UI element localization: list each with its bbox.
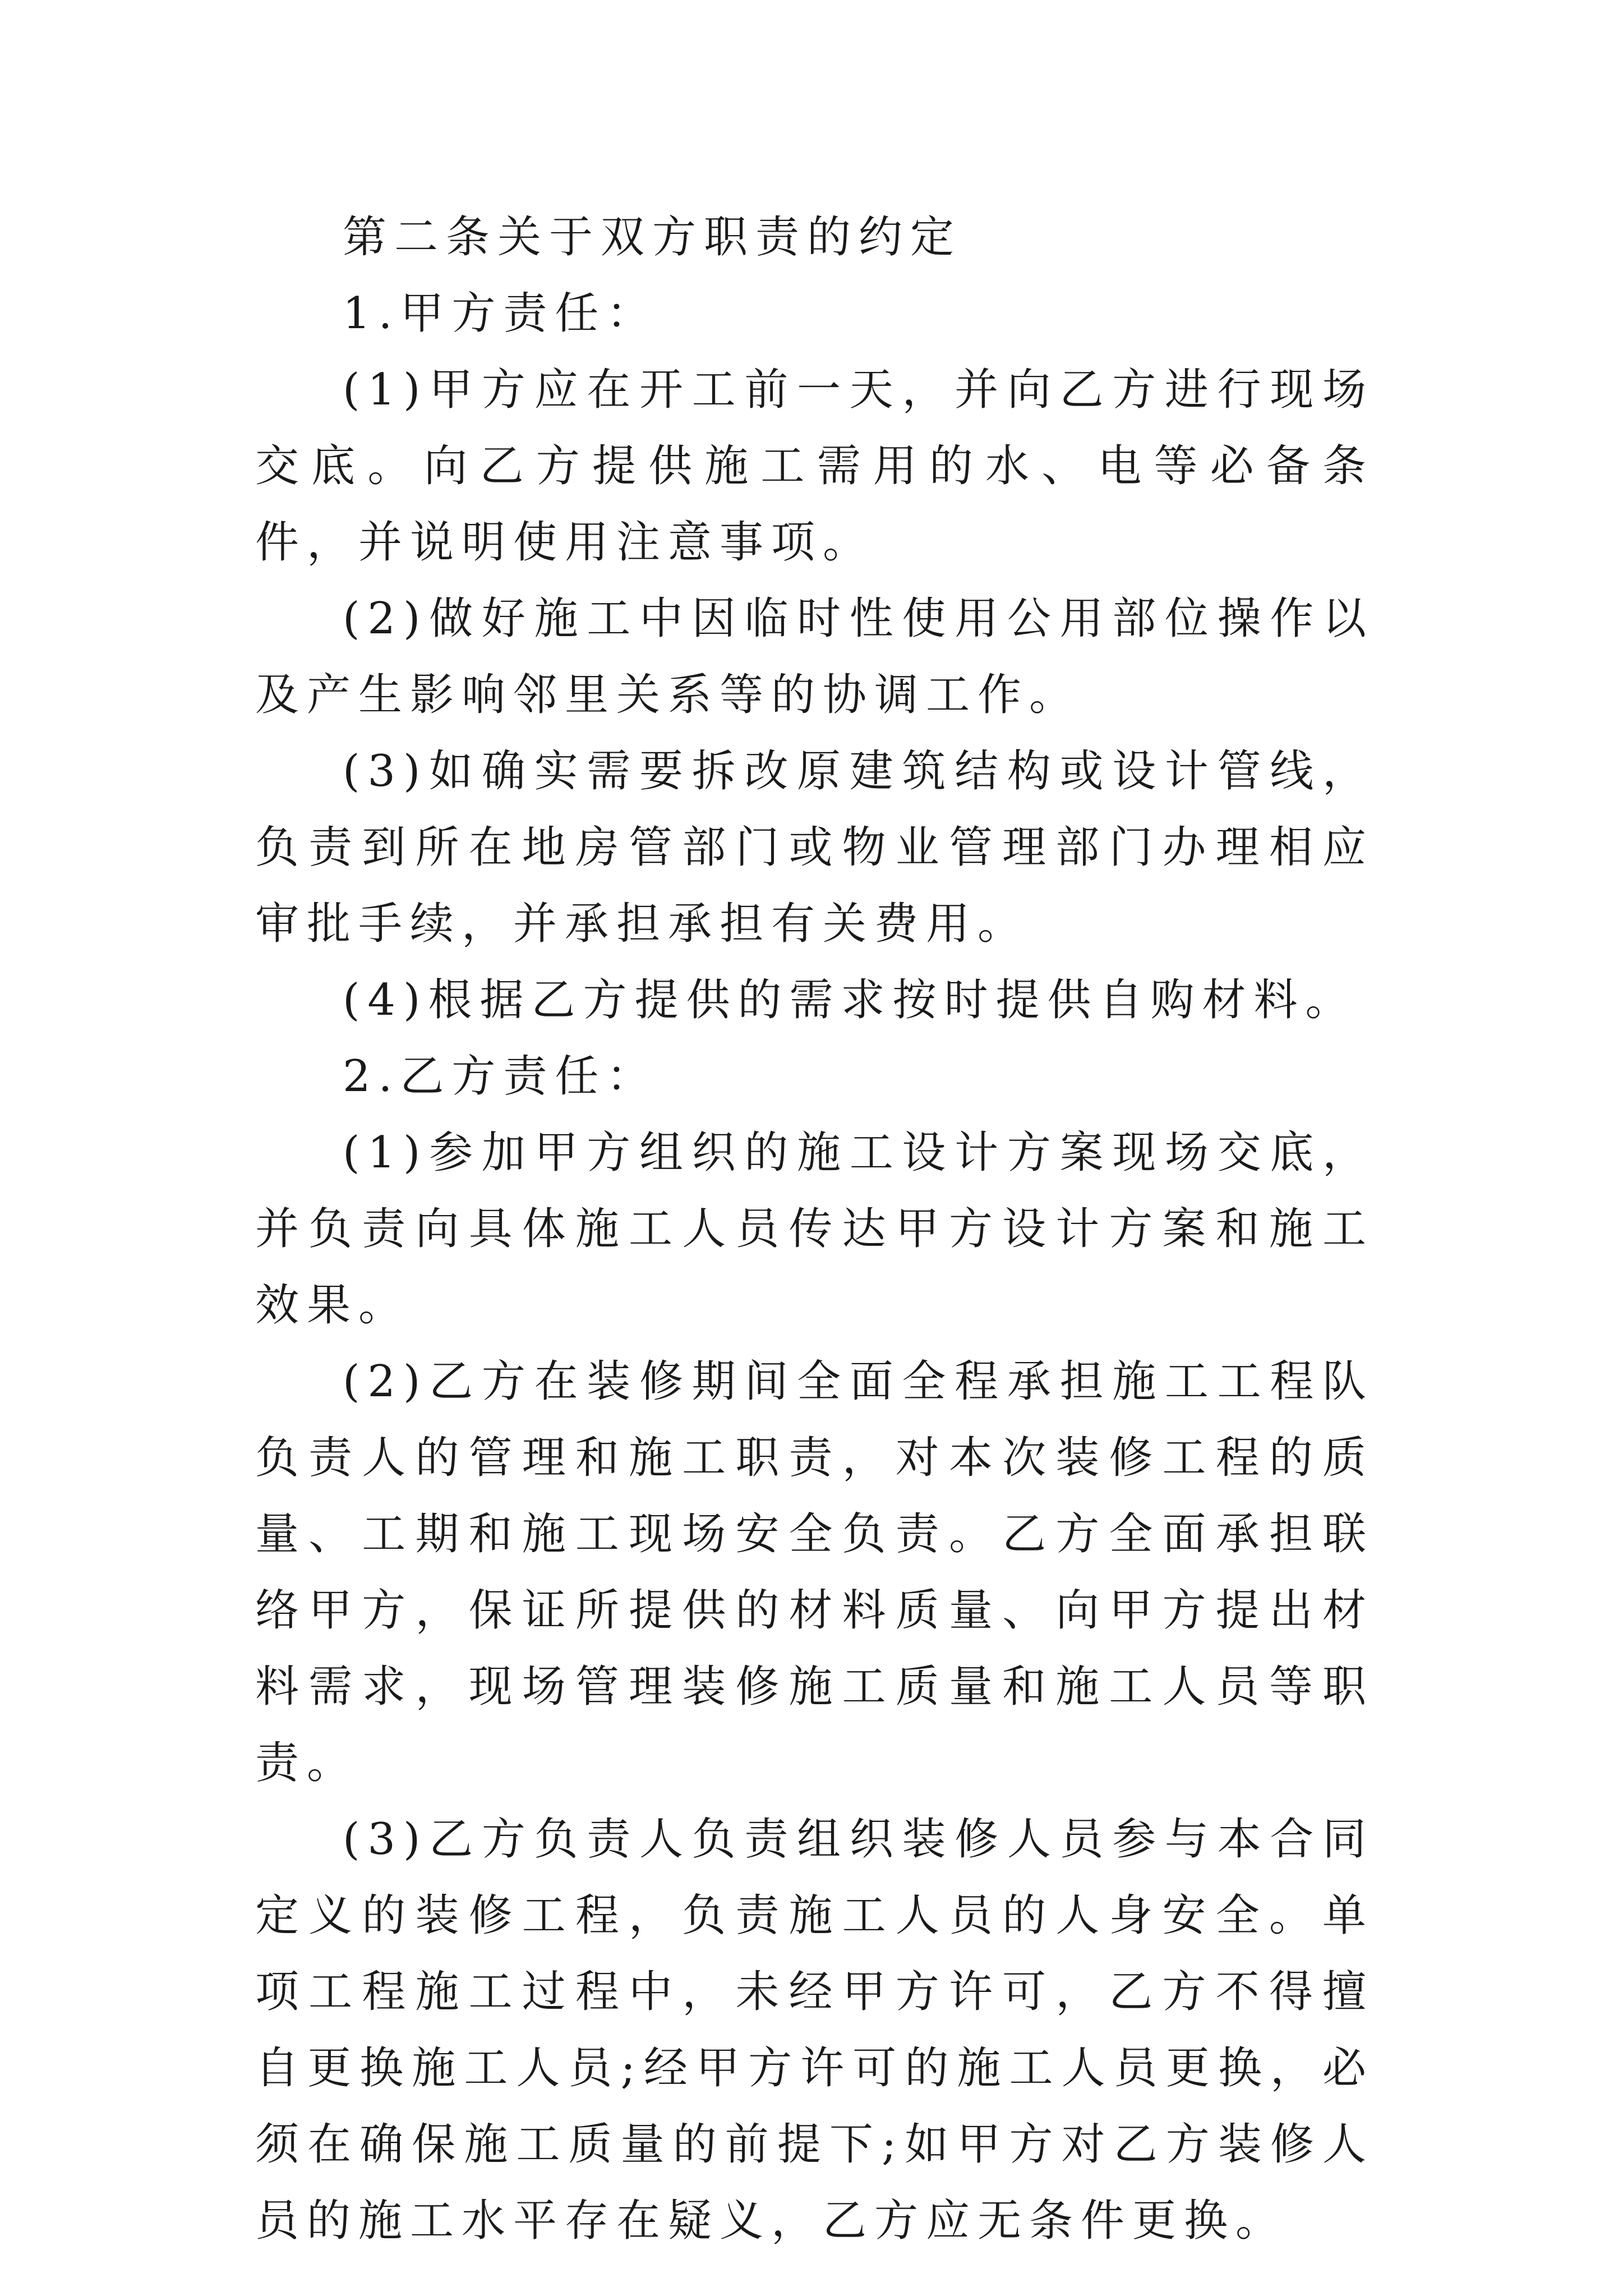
party-b-item-2: (2)乙方在装修期间全面全程承担施工工程队负责人的管理和施工职责，对本次装修工程的质量、工期和施工现场安全负责。乙方全面承担联络甲方，保证所提供的材料质量、向甲方提出材料需求，现场管理装修施工质量和施工人员等职责。 (255, 1356, 1374, 1788)
party-a-heading: 1.甲方责任： (343, 288, 658, 339)
party-a-item-2: (2)做好施工中因临时性使用公用部位操作以及产生影响邻里关系等的协调工作。 (255, 593, 1374, 720)
document-body (255, 199, 1374, 2259)
party-b-item-3: (3)乙方负责人负责组织装修人员参与本合同定义的装修工程，负责施工人员的人身安全。单项工程施工过程中，未经甲方许可，乙方不得擅自更换施工人员;经甲方许可的施工人员更换，必须在确保施工质量的前提下;如甲方对乙方装修人员的施工水平存在疑义，乙方应无条件更换。 (255, 1814, 1374, 2246)
party-b-item-1: (1)参加甲方组织的施工设计方案现场交底，并负责向具体施工人员传达甲方设计方案和施工效果。 (255, 1128, 1374, 1331)
party-a-item-4: (4)根据乙方提供的需求按时提供自购材料。 (343, 975, 1357, 1025)
party-b-heading: 2.乙方责任： (343, 1051, 658, 1102)
party-a-item-1: (1)甲方应在开工前一天，并向乙方进行现场交底。向乙方提供施工需用的水、电等必备条件，并说明使用注意事项。 (255, 365, 1374, 568)
party-a-item-3: (3)如确实需要拆改原建筑结构或设计管线，负责到所在地房管部门或物业管理部门办理相应审批手续，并承担承担有关费用。 (255, 746, 1374, 949)
section-heading: 第二条关于双方职责的约定 (343, 212, 962, 263)
